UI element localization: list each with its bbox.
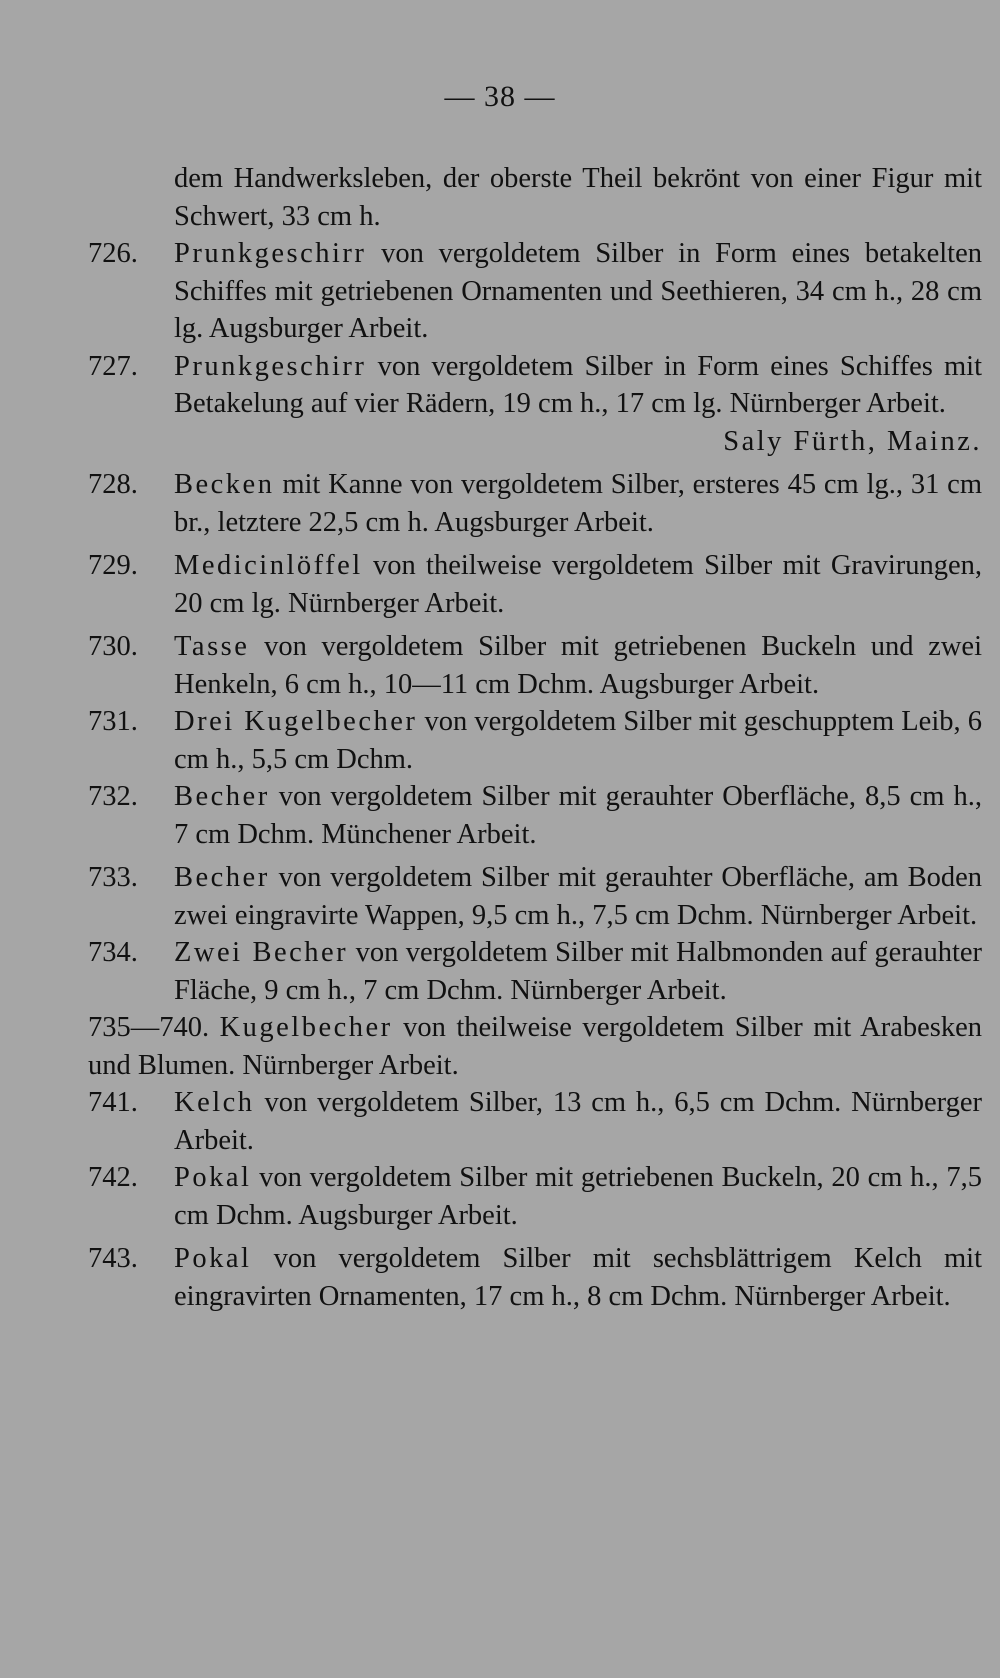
entry-title: Kelch	[174, 1087, 255, 1118]
catalog-entry-726	[88, 235, 982, 348]
entry-title: Kugelbecher	[219, 1012, 393, 1043]
entry-title: Drei Kugelbecher	[174, 706, 418, 737]
entry-title: Tasse	[174, 631, 250, 662]
entry-number: 731.	[88, 706, 138, 737]
entry-number: 730.	[88, 631, 138, 662]
entry-description: von vergoldetem Silber mit gerauhter Oberfläche, am Boden zwei eingravirte Wappen, 9,5 cm h., 7,5 cm Dchm. Nürnberger Arbeit.	[174, 862, 982, 931]
catalog-entry-732	[88, 778, 982, 853]
entry-description: von theilweise vergoldetem Silber mit Arabesken und Blumen. Nürnberger Arbeit.	[88, 1012, 982, 1081]
entry-title: Becken	[174, 469, 275, 500]
entry-description: von vergoldetem Silber mit sechsblättrigem Kelch mit eingravirten Ornamenten, 17 cm h., 8 cm Dchm. Nürnberger Arbeit.	[174, 1243, 983, 1312]
entry-description: von vergoldetem Silber mit gerauhter Oberfläche, 8,5 cm h., 7 cm Dchm. Münchener Arbeit.	[174, 781, 982, 850]
entry-description: von vergoldetem Silber in Form eines Schiffes mit Betakelung auf vier Rädern, 19 cm h., 17 cm lg. Nürnberger Arbeit.	[174, 350, 982, 419]
catalog-entry-727	[88, 348, 982, 461]
catalog-entry-730	[88, 628, 982, 703]
continuation-paragraph: dem Handwerksleben, der oberste Theil bekrönt von einer Figur mit Schwert, 33 cm h.	[174, 163, 982, 232]
entry-number: 735—740.	[88, 1012, 210, 1043]
catalog-entry-733	[88, 859, 982, 934]
catalog-entry-742	[88, 1159, 982, 1234]
entry-title: Becher	[174, 781, 270, 812]
page-number: — 38 —	[444, 80, 556, 113]
entry-number: 726.	[88, 238, 138, 269]
entry-number: 742.	[88, 1162, 138, 1193]
entry-description: von vergoldetem Silber mit getriebenen Buckeln, 20 cm h., 7,5 cm Dchm. Augsburger Arbeit.	[174, 1162, 982, 1231]
entry-description: von theilweise vergoldetem Silber mit Gravirungen, 20 cm lg. Nürnberger Arbeit.	[174, 550, 982, 619]
catalog-entry-731	[88, 703, 982, 778]
catalog-entry-741	[88, 1084, 982, 1159]
entry-owner: Saly Fürth, Mainz.	[723, 425, 982, 457]
entry-title: Pokal	[174, 1243, 252, 1274]
catalog-entry-728	[88, 466, 982, 541]
entry-number: 743.	[88, 1243, 138, 1274]
catalog-text	[88, 160, 982, 1315]
entry-title: Zwei Becher	[174, 937, 349, 968]
entry-description: von vergoldetem Silber in Form eines betakelten Schiffes mit getriebenen Ornamenten und Seethieren, 34 cm h., 28 cm lg. Augsburger Arbeit.	[174, 238, 982, 344]
entry-title: Pokal	[174, 1162, 252, 1193]
entry-title: Medicinlöffel	[174, 550, 363, 581]
entry-number: 728.	[88, 469, 138, 500]
entry-number: 733.	[88, 862, 138, 893]
entry-description: von vergoldetem Silber mit geschupptem Leib, 6 cm h., 5,5 cm Dchm.	[174, 706, 983, 775]
entry-number: 734.	[88, 937, 138, 968]
catalog-entry-735-740	[88, 1009, 982, 1084]
entry-description: mit Kanne von vergoldetem Silber, ersteres 45 cm lg., 31 cm br., letztere 22,5 cm h. Augsburger Arbeit.	[174, 469, 983, 538]
entry-description: von vergoldetem Silber mit Halbmonden auf gerauhter Fläche, 9 cm h., 7 cm Dchm. Nürnberger Arbeit.	[174, 937, 983, 1006]
catalog-entry-743	[88, 1240, 982, 1315]
entry-title: Prunkgeschirr	[174, 238, 367, 269]
catalog-entry-729	[88, 547, 982, 622]
entry-description: von vergoldetem Silber mit getriebenen Buckeln und zwei Henkeln, 6 cm h., 10—11 cm Dchm. Augsburger Arbeit.	[174, 631, 982, 700]
entry-number: 741.	[88, 1087, 138, 1118]
entry-description: von vergoldetem Silber, 13 cm h., 6,5 cm Dchm. Nürnberger Arbeit.	[174, 1087, 982, 1156]
entry-number: 727.	[88, 350, 138, 382]
entry-title: Prunkgeschirr	[174, 350, 367, 382]
entry-number: 729.	[88, 550, 138, 581]
entry-title: Becher	[174, 862, 270, 893]
entry-number: 732.	[88, 781, 138, 812]
catalog-entry-734	[88, 934, 982, 1009]
